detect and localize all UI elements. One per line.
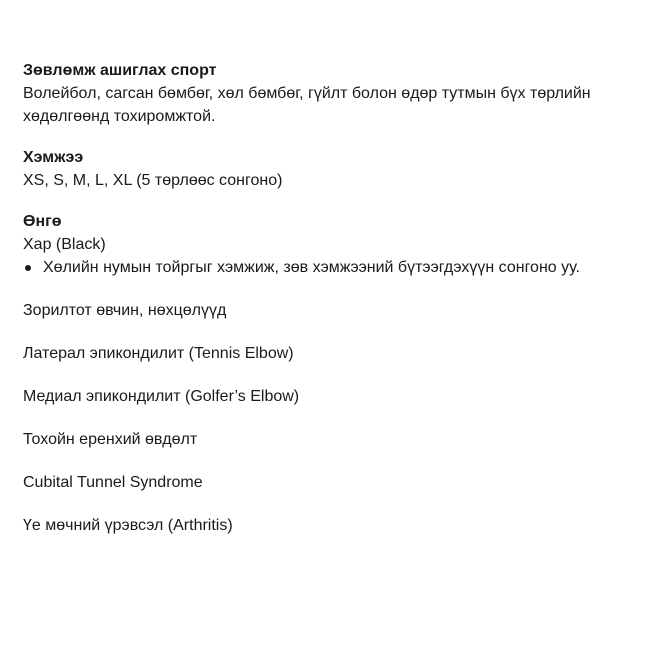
product-description	[23, 59, 633, 557]
list-item: Cubital Tunnel Syndrome	[23, 474, 203, 491]
bullet-text: Хөлийн нумын тойргыг хэмжиж, зөв хэмжээний бүтээгдэхүүн сонгоно уу.	[43, 259, 580, 276]
size-text: XS, S, M, L, XL (5 төрлөөс сонгоно)	[23, 172, 283, 189]
color-bullet-list	[23, 256, 633, 279]
color-heading: Өнгө	[23, 213, 62, 230]
color-section	[23, 210, 633, 279]
bullet-icon	[25, 265, 31, 271]
list-item: Тохойн еренхий өвдөлт	[23, 431, 198, 448]
list-item: Латерал эпикондилит (Tennis Elbow)	[23, 345, 294, 362]
sport-section	[23, 59, 633, 128]
sport-text: Волейбол, сагсан бөмбөг, хөл бөмбөг, гүйлт болон өдөр тутмын бүх төрлийн хөдөлгөөнд тохиромжтой.	[23, 85, 591, 125]
sport-heading: Зөвлөмж ашиглах спорт	[23, 62, 217, 79]
list-item	[23, 256, 633, 279]
list-item: Үе мөчний үрэвсэл (Arthritis)	[23, 517, 233, 534]
color-text: Хар (Black)	[23, 236, 106, 253]
size-section	[23, 146, 633, 192]
target-conditions-list	[23, 299, 633, 537]
target-conditions-heading: Зорилтот өвчин, нөхцөлүүд	[23, 302, 227, 319]
list-item: Медиал эпикондилит (Golfer’s Elbow)	[23, 388, 300, 405]
size-heading: Хэмжээ	[23, 149, 84, 166]
